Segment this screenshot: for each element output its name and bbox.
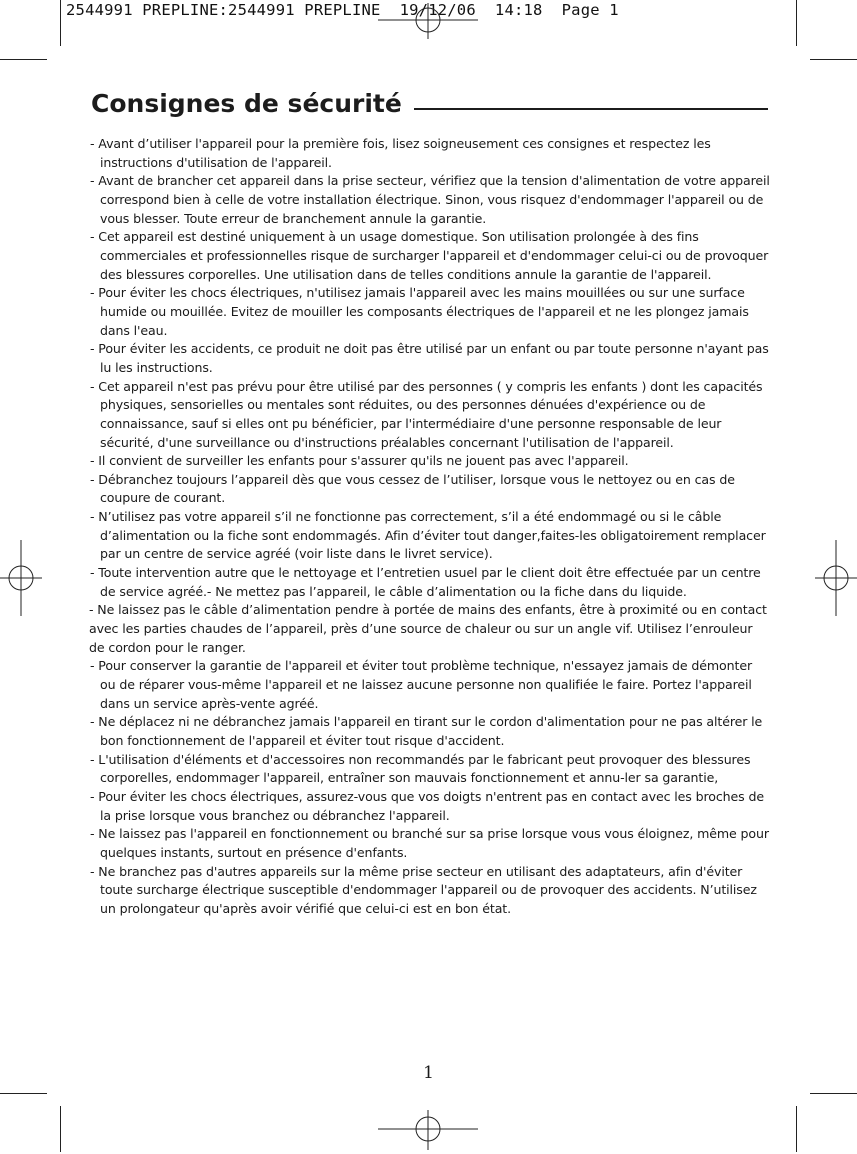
registration-mark-left <box>0 540 42 616</box>
instruction-item: - Pour conserver la garantie de l'appareil et éviter tout problème technique, n'essayez jamais de démonter ou de réparer vous-même l'appareil et ne laissez aucune personne non qualifiée le faire. Portez l'appareil dans un service après-vente agréé. <box>90 658 752 711</box>
instruction-item: - L'utilisation d'éléments et d'accessoires non recommandés par le fabricant peut provoquer des blessures corporelles, endommager l'appareil, entraîner son mauvais fonctionnement et annu-ler sa garantie, <box>90 751 751 786</box>
crop-mark-bottom-left-horizontal <box>0 1093 47 1094</box>
page-title: Consignes de sécurité <box>91 89 402 118</box>
instruction-item: - Débranchez toujours l’appareil dès que vous cessez de l’utiliser, lorsque vous le nettoyez ou en cas de coupure de courant. <box>90 471 735 506</box>
registration-mark-bottom <box>378 1110 478 1150</box>
instruction-item: - Cet appareil n'est pas prévu pour être utilisé par des personnes ( y compris les enfants ) dont les capacités physiques, sensorielles ou mentales sont réduites, ou des personnes dénuées d'expérience ou de connaissance, sauf si elles ont pu bénéficier, par l'intermédiaire d'une personne responsable de leur sécurité, d'une surveillance ou d'instructions préalables concernant l'utilisation de l'appareil. <box>90 378 763 450</box>
instruction-item: - Ne branchez pas d'autres appareils sur la même prise secteur en utilisant des adaptateurs, afin d'éviter toute surcharge électrique susceptible d'endommager l'appareil ou de provoquer des accidents. N’utilisez un prolongateur qu'après avoir vérifié que celui-ci est en bon état. <box>90 863 757 916</box>
title-row <box>91 86 768 126</box>
registration-mark-right <box>815 540 857 616</box>
instruction-item: - Il convient de surveiller les enfants pour s'assurer qu'ils ne jouent pas avec l'appareil. <box>90 453 629 469</box>
crop-mark-bottom-right-vertical <box>796 1106 797 1152</box>
instruction-item: - Pour éviter les chocs électriques, assurez-vous que vos doigts n'entrent pas en contact avec les broches de la prise lorsque vous branchez ou débranchez l'appareil. <box>90 788 764 823</box>
registration-mark-top <box>378 3 478 39</box>
instruction-item: - Avant d’utiliser l'appareil pour la première fois, lisez soigneusement ces consignes et respectez les instructions d'utilisation de l'appareil. <box>90 136 711 170</box>
crop-mark-bottom-right-horizontal <box>810 1093 857 1094</box>
instruction-item: - Ne laissez pas l'appareil en fonctionnement ou branché sur sa prise lorsque vous vous éloignez, même pour quelques instants, surtout en présence d'enfants. <box>90 826 769 860</box>
title-rule <box>414 108 768 110</box>
crop-mark-top-right-vertical <box>796 0 797 46</box>
crop-mark-top-left-vertical <box>60 0 61 46</box>
instruction-item: - N’utilisez pas votre appareil s’il ne fonctionne pas correctement, s’il a été endommagé ou si le câble d’alimentation ou la fiche sont endommagés. Afin d’éviter tout danger,faites-les obligatoirement remplacer par un centre de service agréé (voir liste dans le livret service). <box>90 509 766 562</box>
page-number: 1 <box>423 1063 434 1083</box>
crop-mark-top-left-horizontal <box>0 59 47 60</box>
print-header: 2544991 PREPLINE:2544991 PREPLINE 19/12/06 14:18 Page 1 <box>66 1 619 19</box>
safety-instructions-list <box>90 135 770 919</box>
crop-mark-top-right-horizontal <box>810 59 857 60</box>
instruction-item: - Ne déplacez ni ne débranchez jamais l'appareil en tirant sur le cordon d'alimentation pour ne pas altérer le bon fonctionnement de l'appareil et éviter tout risque d'accident. <box>90 714 763 748</box>
instruction-item: - Ne laissez pas le câble d’alimentation pendre à portée de mains des enfants, être à proximité ou en contact avec les parties chaudes de l’appareil, près d’une source de chaleur ou sur un angle vif. Utilisez l’enrouleur de cordon pour le ranger. <box>89 602 767 655</box>
instruction-item: - Pour éviter les chocs électriques, n'utilisez jamais l'appareil avec les mains mouillées ou sur une surface humide ou mouillée. Evitez de mouiller les composants électriques de l'appareil et ne les plongez jamais dans l'eau. <box>90 285 749 338</box>
instruction-item: - Avant de brancher cet appareil dans la prise secteur, vérifiez que la tension d'alimentation de votre appareil correspond bien à celle de votre installation électrique. Sinon, vous risquez d'endommager l'appareil ou de vous blesser. Toute erreur de branchement annule la garantie. <box>90 173 770 226</box>
crop-mark-bottom-left-vertical <box>60 1106 61 1152</box>
instruction-item: - Toute intervention autre que le nettoyage et l’entretien usuel par le client doit être effectuée par un centre de service agréé.- Ne mettez pas l’appareil, le câble d’alimentation ou la fiche dans du liquide. <box>90 565 761 599</box>
instruction-item: - Cet appareil est destiné uniquement à un usage domestique. Son utilisation prolongée à des fins commerciales et professionnelles risque de surcharger l'appareil et d'endommager celui-ci ou de provoquer des blessures corporelles. Une utilisation dans de telles conditions annule la garantie de l'appareil. <box>90 229 769 282</box>
instruction-item: - Pour éviter les accidents, ce produit ne doit pas être utilisé par un enfant ou par toute personne n'ayant pas lu les instructions. <box>90 341 769 375</box>
